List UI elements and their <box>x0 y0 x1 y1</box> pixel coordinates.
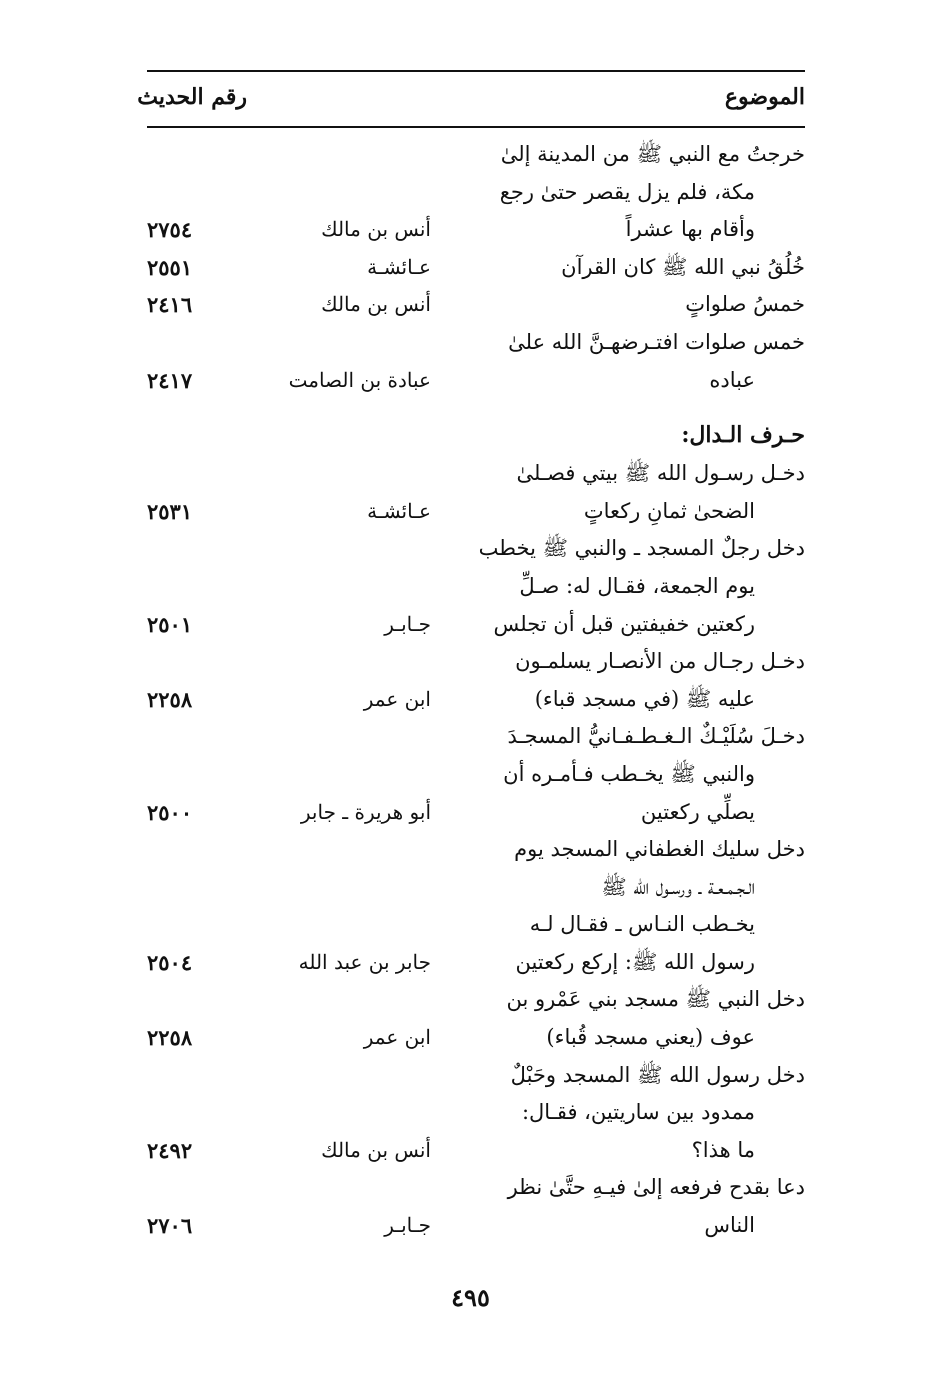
hadith-number <box>147 831 237 869</box>
table-row <box>0 1057 941 1095</box>
hadith-number <box>147 455 237 493</box>
narrator-name: أنس بن مالك <box>321 217 431 242</box>
topic-text: الـجـمـعـة ـ ورسـول الله ﷺ <box>601 874 755 899</box>
table-row <box>0 530 941 568</box>
table-row <box>0 568 941 606</box>
table-row <box>0 981 941 1019</box>
hadith-number: ٢٤١٦ <box>147 292 193 318</box>
narrator-name: عبادة بن الصامت <box>288 367 431 392</box>
topic-text: خُلُقُ نبي الله ﷺ كان القرآن <box>561 254 805 279</box>
hadith-number: ٢٤١٧ <box>147 367 193 393</box>
narrator-name: ابن عمر <box>363 1025 431 1050</box>
topic-text: الناس <box>704 1213 755 1238</box>
hadith-number: ٢٥٠٠ <box>147 799 193 825</box>
narrator-name: أنس بن مالك <box>321 1137 431 1162</box>
topic-text: الضحىٰ ثمانِ ركعاتٍ <box>583 498 755 523</box>
hadith-number <box>147 1094 237 1132</box>
topic-text: ممدود بين ساريتين، فقـال: <box>521 1100 755 1125</box>
hadith-number <box>147 174 237 212</box>
table-row <box>0 718 941 756</box>
header-rule <box>147 126 805 128</box>
topic-text: دخـلَ سُلَيْـكٌ الـغـطـفـانيُّ المسجـدَ <box>507 724 805 749</box>
table-row <box>0 643 941 681</box>
topic-text: خمس صلوات افتـرضهـنَّ الله علىٰ <box>508 329 805 354</box>
topic-text: مكة، فلم يزل يقصر حتىٰ رجع <box>499 179 755 204</box>
narrator-name: عـائشـة <box>367 254 431 279</box>
hadith-number: ٢٢٥٨ <box>147 686 193 712</box>
table-row <box>0 324 941 362</box>
topic-text: دخل النبي ﷺ مسجد بني عَمْرو بن <box>506 987 805 1012</box>
table-row <box>0 869 941 907</box>
table-row <box>0 362 941 400</box>
narrator-name: جابر بن عبد الله <box>298 949 431 974</box>
table-row <box>0 211 941 249</box>
table-row <box>0 493 941 531</box>
topic-text: دعا بقدح فرفعه إلىٰ فيـهِ حتَّىٰ نظر <box>507 1175 805 1200</box>
topic-text: دخل رسول الله ﷺ المسجد وحَبْلٌ <box>510 1062 805 1087</box>
hadith-number-column-header: رقم الحديث <box>137 84 247 110</box>
hadith-number <box>147 568 237 606</box>
topic-text: دخل سليك الغطفاني المسجد يوم <box>514 837 805 862</box>
topic-text: وأقام بها عشراً <box>625 217 755 242</box>
topic-text: دخـل رجـال من الأنصـار يسلمـون <box>515 649 805 674</box>
topic-text: عباده <box>709 367 755 392</box>
hadith-number: ٢٥٥١ <box>147 254 193 280</box>
hadith-number <box>147 906 237 944</box>
hadith-number: ٢٧٠٦ <box>147 1213 193 1239</box>
table-row <box>0 1019 941 1057</box>
table-row <box>0 1132 941 1170</box>
table-row <box>0 1094 941 1132</box>
narrator-name: ابن عمر <box>363 686 431 711</box>
topic-text: عليه ﷺ (في مسجد قباء) <box>534 686 755 711</box>
hadith-number <box>147 643 237 681</box>
topic-text: دخل رجلٌ المسجد ـ والنبي ﷺ يخطب <box>478 536 805 561</box>
topic-text: ركعتين خفيفتين قبل أن تجلس <box>493 611 755 636</box>
table-row <box>0 944 941 982</box>
table-row <box>0 606 941 644</box>
table-row <box>0 455 941 493</box>
hadith-number <box>147 530 237 568</box>
topic-text: خرجتُ مع النبي ﷺ من المدينة إلىٰ <box>500 142 805 166</box>
topic-text: يخـطب النـاس ـ فقـال لـه <box>529 912 755 937</box>
hadith-number <box>147 136 237 174</box>
hadith-number: ٢٥٣١ <box>147 498 193 524</box>
narrator-name: أبو هريرة ـ جابر <box>300 799 431 824</box>
topic-text: دخـل رسـول الله ﷺ بيتي فصـلىٰ <box>516 461 805 486</box>
topic-text: عوف (يعني مسجد قُباء) <box>546 1025 755 1050</box>
topic-text: يوم الجمعة، فقـال له: صـلِّ <box>519 573 755 598</box>
hadith-number <box>147 1057 237 1095</box>
narrator-name: عـائشـة <box>367 498 431 523</box>
hadith-number: ٢٥٠١ <box>147 611 193 637</box>
narrator-name: جـابـر <box>384 611 431 636</box>
topic-text: خمسُ صلواتٍ <box>685 292 805 317</box>
topic-text: والنبي ﷺ يخـطب فـأمـره أن <box>503 761 755 786</box>
section-heading-row <box>0 399 941 455</box>
narrator-name: جـابـر <box>384 1213 431 1238</box>
table-row <box>0 136 941 174</box>
table-row <box>0 831 941 869</box>
narrator-name: أنس بن مالك <box>321 292 431 317</box>
hadith-number <box>147 399 237 437</box>
topic-column-header: الموضوع <box>724 84 805 110</box>
table-row <box>0 249 941 287</box>
topic-text: رسول الله ﷺ: إركع ركعتين <box>515 949 755 974</box>
page-number: ٤٩٥ <box>451 1283 490 1312</box>
table-row <box>0 286 941 324</box>
hadith-number: ٢٢٥٨ <box>147 1025 193 1051</box>
hadith-number: ٢٤٩٢ <box>147 1137 193 1163</box>
hadith-number <box>147 869 237 907</box>
hadith-number <box>147 324 237 362</box>
table-row <box>0 1207 941 1245</box>
table-row <box>0 174 941 212</box>
topic-text: ما هذا؟ <box>691 1137 755 1162</box>
hadith-number <box>147 756 237 794</box>
topic-text: يصلِّي ركعتين <box>640 799 755 824</box>
table-row <box>0 681 941 719</box>
hadith-number <box>147 1169 237 1207</box>
table-row <box>0 756 941 794</box>
table-row <box>0 906 941 944</box>
table-row <box>0 794 941 832</box>
section-heading: حـرف الـدال: <box>681 422 805 449</box>
hadith-number: ٢٧٥٤ <box>147 217 193 243</box>
hadith-number: ٢٥٠٤ <box>147 949 193 975</box>
index-table <box>0 136 941 1245</box>
table-row <box>0 1169 941 1207</box>
hadith-number <box>147 981 237 1019</box>
hadith-number <box>147 718 237 756</box>
top-rule <box>147 70 805 72</box>
